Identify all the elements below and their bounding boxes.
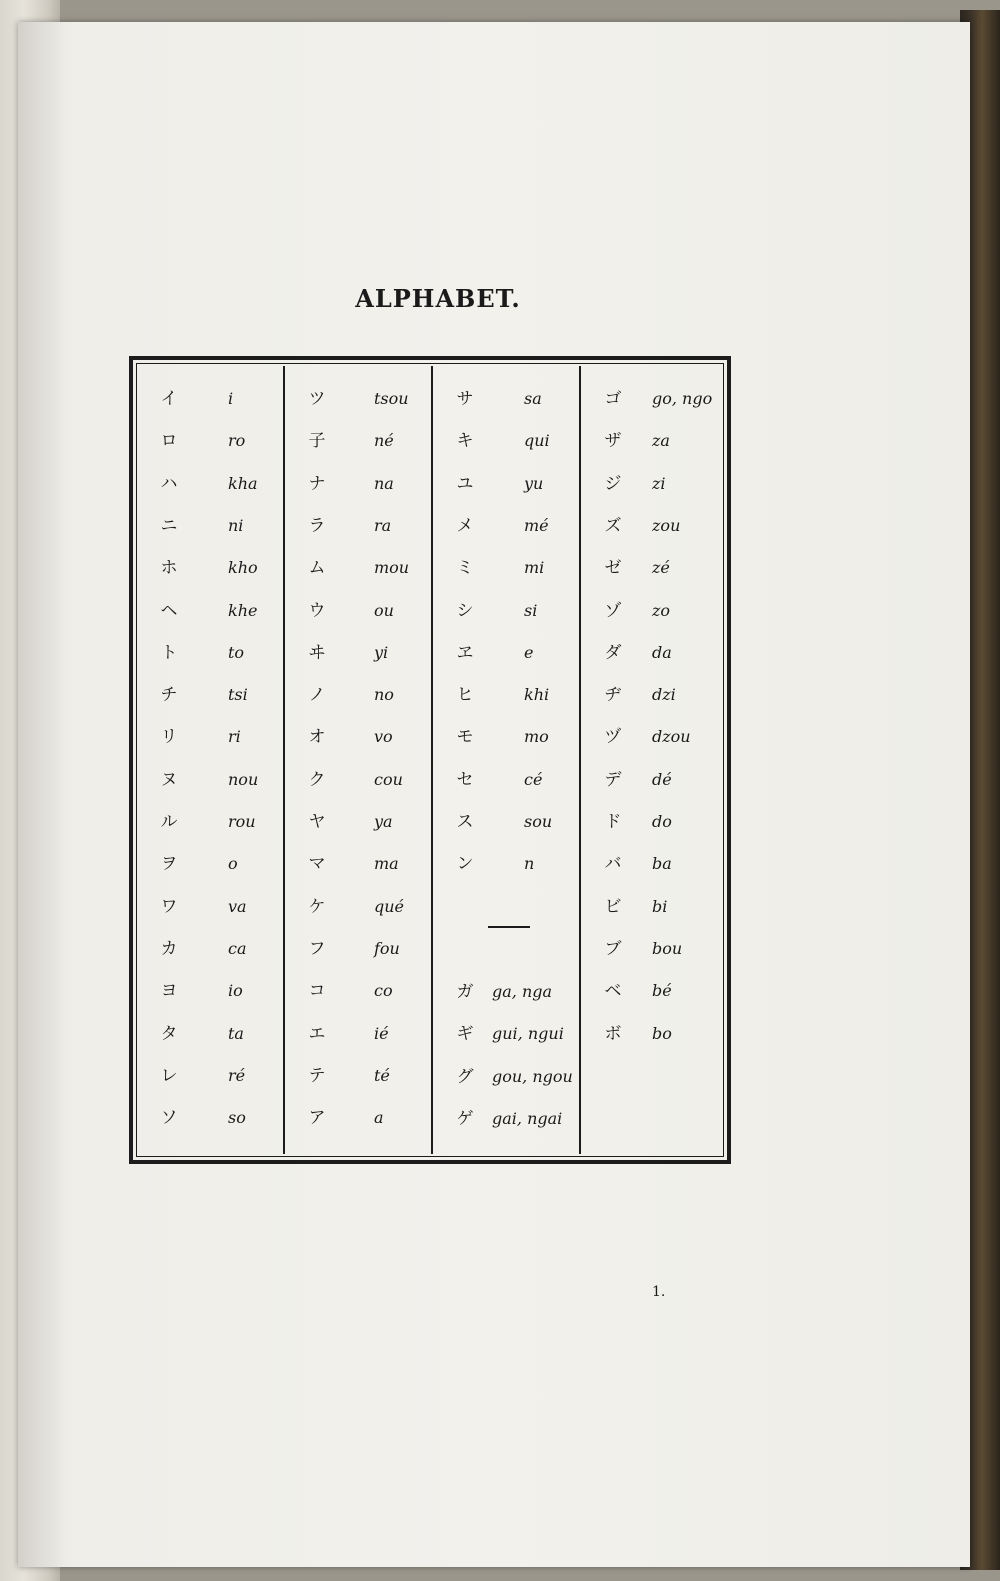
kana-character: レ [160,1065,178,1086]
romanization: ni [228,515,244,535]
kana-character: 子 [308,431,326,452]
kana-character: ヅ [604,727,622,748]
kana-character: ヨ [160,981,178,1002]
romanization: qui [524,431,550,451]
romanization: nou [228,769,259,789]
table-row [600,934,770,964]
kana-character: オ [308,727,326,748]
kana-character: ラ [308,515,326,536]
romanization: khe [228,600,258,620]
table-row [304,469,474,499]
romanization: zé [652,558,670,578]
table-row [600,892,770,922]
table-row [600,469,770,499]
table-row [156,511,326,541]
group-separator-dash [488,926,530,928]
table-row [452,977,622,1007]
kana-character: ゼ [604,558,622,579]
kana-character: ハ [160,473,178,494]
table-row [600,807,770,837]
table-row [304,976,474,1006]
romanization: no [374,685,394,705]
table-row [600,722,770,752]
romanization: sa [524,389,542,408]
table-row [452,722,622,752]
romanization: si [524,600,538,620]
kana-character: テ [308,1065,326,1086]
kana-character: ベ [604,981,622,1002]
kana-character: ム [308,558,326,579]
romanization: dzi [652,685,676,705]
romanization: do [652,812,672,831]
romanization: bi [652,896,668,916]
kana-character: ジ [604,473,622,494]
kana-character: バ [604,854,622,875]
romanization: bé [652,981,672,1001]
kana-character: ユ [456,473,474,494]
romanization: dé [652,769,672,789]
table-row [156,1061,326,1091]
romanization: ya [374,812,393,831]
romanization: mo [524,727,549,747]
table-row [156,849,326,879]
table-row [452,638,622,668]
table-row [452,469,622,499]
romanization: tsi [228,685,248,705]
kana-character: マ [308,854,326,875]
romanization: qué [374,896,405,916]
romanization: dzou [652,727,691,747]
table-row [156,680,326,710]
page-gutter-shadow [18,22,64,1567]
romanization: cé [524,769,543,789]
kana-character: ス [456,812,474,832]
kana-character: ヘ [160,600,178,621]
romanization: zi [652,473,666,493]
romanization: mi [524,558,545,578]
romanization: yu [524,473,544,493]
romanization: té [374,1065,390,1085]
kana-character: サ [456,389,474,409]
kana-character: ン [456,854,474,875]
romanization: na [374,473,394,493]
table-row [156,807,326,837]
table-row [304,722,474,752]
table-row [600,1019,770,1049]
table-row [304,892,474,922]
romanization: yi [374,642,389,662]
table-row [156,892,326,922]
table-row [156,384,326,414]
romanization: kho [228,558,258,578]
table-row [600,426,770,456]
kana-character: ブ [604,938,622,959]
kana-character: ア [308,1108,326,1129]
kana-character: ズ [604,515,622,536]
kana-character: ヲ [160,854,178,875]
table-row [304,384,474,414]
table-row [304,765,474,795]
kana-character: ヰ [308,642,326,663]
table-row [452,384,622,414]
table-row [156,934,326,964]
kana-character: イ [160,389,178,409]
table-row [156,1019,326,1049]
table-row [304,638,474,668]
table-row [452,680,622,710]
romanization: khi [524,685,550,705]
kana-character: グ [456,1066,474,1087]
romanization: ro [228,431,246,451]
romanization: ré [228,1065,246,1085]
kana-character: ヱ [456,642,474,663]
table-row [452,553,622,583]
romanization: ba [652,854,672,874]
table-row [600,765,770,795]
romanization: né [374,431,394,451]
romanization: n [524,854,535,874]
kana-character: エ [308,1023,326,1044]
kana-character: ギ [456,1024,474,1045]
table-row [156,638,326,668]
romanization: i [228,389,234,408]
kana-character: カ [160,938,178,959]
kana-character: ノ [308,685,326,706]
kana-character: チ [160,685,178,706]
kana-character: ダ [604,642,622,663]
table-row [452,1104,622,1134]
romanization: fou [374,938,400,958]
romanization: io [228,981,243,1001]
kana-character: ト [160,642,178,663]
romanization: to [228,642,245,662]
kana-character: ウ [308,600,326,621]
romanization: ou [374,600,394,620]
table-row [304,1061,474,1091]
kana-character: ザ [604,431,622,452]
table-row [304,511,474,541]
table-row [452,426,622,456]
romanization: gui, ngui [492,1024,564,1044]
kana-character: ツ [308,389,326,409]
kana-character: ワ [160,896,178,917]
table-row [452,511,622,541]
table-row [600,384,770,414]
table-row [156,722,326,752]
romanization: da [652,642,672,662]
table-row [600,511,770,541]
romanization: ié [374,1023,389,1043]
table-row [452,765,622,795]
kana-character: ド [604,812,622,832]
romanization: tsou [374,389,409,408]
kana-character: ニ [160,515,178,536]
kana-character: ボ [604,1023,622,1044]
romanization: ra [374,515,392,535]
table-row [304,807,474,837]
romanization: so [228,1108,246,1128]
table-row [156,426,326,456]
table-row [452,1019,622,1049]
kana-character: ビ [604,896,622,917]
romanization: mé [524,515,549,535]
table-row [600,849,770,879]
kana-character: ゴ [604,389,622,409]
kana-character: ヒ [456,685,474,706]
romanization: go, ngo [652,389,713,408]
romanization: zo [652,600,671,620]
kana-character: ミ [456,558,474,579]
romanization: gai, ngai [492,1108,563,1128]
romanization: kha [228,473,258,493]
kana-character: ガ [456,982,474,1002]
table-row [304,849,474,879]
romanization: co [374,981,393,1001]
kana-character: デ [604,769,622,790]
kana-character: ゲ [456,1108,474,1129]
page-title: ALPHABET. [355,284,521,313]
kana-character: ロ [160,431,178,452]
table-row [156,976,326,1006]
romanization: gou, ngou [492,1066,573,1086]
romanization: ca [228,938,247,958]
kana-character: コ [308,981,326,1002]
page-number: 1. [652,1284,666,1300]
romanization: cou [374,769,403,789]
kana-character: ク [308,769,326,790]
kana-character: ゾ [604,600,622,621]
romanization: zou [652,515,681,535]
table-row [304,596,474,626]
table-row [304,680,474,710]
kana-character: ヌ [160,769,178,790]
table-row [304,553,474,583]
kana-character: ヂ [604,685,622,706]
table-row [452,849,622,879]
table-row [304,934,474,964]
kana-character: ヤ [308,812,326,832]
kana-character: ル [160,812,178,832]
romanization: a [374,1108,384,1128]
table-row [600,680,770,710]
table-row [600,553,770,583]
table-row [156,765,326,795]
kana-character: ナ [308,473,326,494]
table-row [304,1019,474,1049]
table-row [452,807,622,837]
romanization: e [524,642,534,662]
romanization: ri [228,727,241,747]
kana-character: ホ [160,558,178,579]
romanization: vo [374,727,393,747]
kana-character: キ [456,431,474,452]
table-row [156,469,326,499]
romanization: va [228,896,247,916]
table-row [452,1062,622,1092]
table-row [156,553,326,583]
book-page [18,22,970,1567]
romanization: bou [652,938,683,958]
romanization: ta [228,1023,244,1043]
kana-character: リ [160,727,178,748]
kana-character: モ [456,727,474,748]
kana-character: フ [308,938,326,959]
table-row [304,426,474,456]
romanization: o [228,854,238,874]
romanization: sou [524,812,553,831]
table-row [452,596,622,626]
romanization: ga, nga [492,982,553,1001]
kana-character: メ [456,515,474,536]
table-row [156,1103,326,1133]
table-row [600,596,770,626]
table-row [600,638,770,668]
kana-character: ケ [308,896,326,917]
kana-character: タ [160,1023,178,1044]
kana-character: ソ [160,1108,178,1129]
kana-character: セ [456,769,474,790]
table-row [600,976,770,1006]
romanization: ma [374,854,399,874]
romanization: rou [228,812,256,831]
kana-character: シ [456,600,474,621]
romanization: mou [374,558,410,578]
romanization: za [652,431,670,451]
romanization: bo [652,1023,672,1043]
table-row [156,596,326,626]
table-row [304,1103,474,1133]
